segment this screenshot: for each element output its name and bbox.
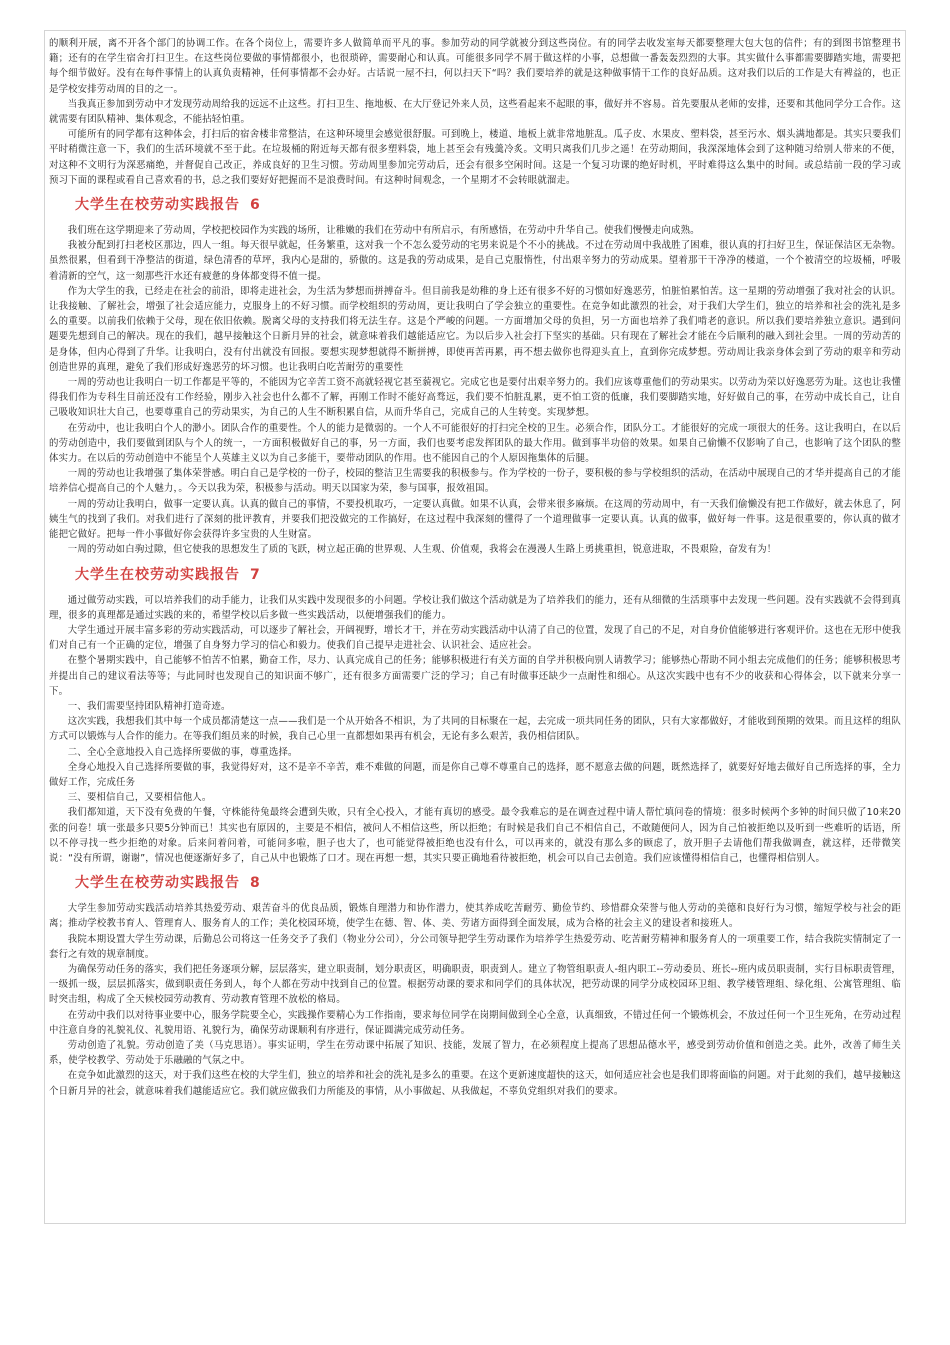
paragraph: 一周的劳动如白驹过隙，但它使我的思想发生了质的飞跃，树立起正确的世界观、人生观、价值观，我将会在漫漫人生路上勇挑重担，锐意进取，不畏艰险，奋发有为！ [67, 544, 777, 556]
section-title: 大学生在校劳动实践报告 [75, 566, 240, 583]
section-number: 6 [250, 197, 261, 214]
paragraph: 我院本期设置大学生劳动课，后勤总公司将这一任务交予了我们（物业分公司），分公司领导把学生劳动课作为培养学生热爱劳动、吃苦耐劳精神和服务育人的一项重要工作，结合我院实情制定了一套行之有效的规章制度。 [49, 933, 901, 960]
document-page [44, 30, 906, 1224]
paragraph: 我们班在这学期迎来了劳动周，学校把校园作为实践的场所，让稚嫩的我们在劳动中有所启示，有所感悟，在劳动中升华自己。使我们慢慢走向成熟。 [67, 225, 700, 237]
section-heading-7 [75, 566, 901, 584]
paragraph: 在整个暑期实践中，自己能够不怕苦不怕累，勤奋工作，尽力、认真完成自己的任务；能够积极进行有关方面的自学并积极向别人请教学习；能够热心帮助不同小组去完成他们的任务；能够积极思考并提出自己的建议看法等等；与此同时也发现自己的知识面不够广，还有很多方面需要广泛的学习；自己有时做事还缺少一点耐性和细心。从这次实践中也有不少的收获和心得体会，以下就来分享一下。 [49, 655, 901, 697]
paragraph: 当我真正参加到劳动中才发现劳动周给我的远远不止这些。打扫卫生、拖地板、在大厅登记外来人员，这些看起来不起眼的事，做好并不容易。首先要服从老师的安排，还要和其他同学分工合作。这就需要有团队精神、集体观念，不能拈轻怕重。 [49, 98, 901, 126]
paragraph: 三、要相信自己，又要相信他人。 [67, 792, 212, 804]
section-heading-6 [75, 196, 901, 214]
paragraph: 二、全心全意地投入自己选择所要做的事，尊重选择。 [67, 746, 298, 758]
section-title: 大学生在校劳动实践报告 [75, 197, 240, 214]
paragraph: 在竞争如此激烈的这天，对于我们这些在校的大学生们，独立的培养和社会的洗礼是多么的重要。在这个更新速度超快的这天，如何适应社会也是我们即将面临的问题。对于此刻的我们，越早接触这个日新月异的社会，就意味着我们越能适应它。我们就应做我们力所能及的事情，从小事做起、从我做起，不辜负党组织对我们的要求。 [49, 1070, 901, 1097]
section-heading-8 [75, 874, 901, 892]
paragraph: 大学生通过开展丰富多彩的劳动实践活动，可以逐步了解社会，开阔视野，增长才干，并在劳动实践活动中认清了自己的位置，发现了自己的不足，对自身价值能够进行客观评价。这也在无形中使我们对自己有一个正确的定位，增强了自身努力学习的信心和毅力。使我们自己提早走进社会、认识社会、适应社会。 [49, 624, 901, 652]
paragraph: 劳动创造了礼貌。劳动创造了美（马克思语）。事实证明，学生在劳动课中拓展了知识、技能，发展了智力，在必须程度上提高了思想品德水平，感受到劳动价值和创造之美。此外，改善了师生关系，使学校教学、劳动处于乐融融的气氛之中。 [49, 1039, 901, 1067]
section-number: 7 [250, 566, 261, 583]
paragraph: 全身心地投入自己选择所要做的事，我觉得好对，这不是辛不辛苦，难不难做的问题，而是你自己尊不尊重自己的选择，愿不愿意去做的问题，既然选择了，就要好好地去做好自己所选择的事，全力做好工作，完成任务 [49, 761, 901, 788]
paragraph: 我被分配到打扫老校区那边，四人一组。每天很早就起，任务繁重，这对我一个不怎么爱劳动的宅男来说是个不小的挑战。不过在劳动周中我战胜了困难，很认真的打扫好卫生，保证保洁区无杂物。虽然很累，但看到干净整洁的街道，绿色清香的草坪，我内心是甜的，骄傲的。这是我的劳动成果，是自己克服惰性，付出艰辛努力的劳动成果。望着那干干净净的楼道，一个个被清空的垃圾桶，呼吸着清新的空气，这一刻那些汗水还有疲惫的身体都变得不值一提。 [49, 240, 901, 282]
document-content [45, 31, 905, 1099]
paragraph: 为确保劳动任务的落实，我们把任务逐项分解，层层落实，建立职责制，划分职责区，明确职责，职责到人。建立了物管组职责人-组内职工--劳动委员、班长--班内成员职责制，实行目标职责管理，一级抓一级，层层抓落实，做到职责任务到人，每个人都在劳动中找到自己的位置。根据劳动课的要求和同学们的具体状况，把劳动课的同学分成校园环卫组、教学楼管理组、绿化组、公寓管理组、临时突击组，构成了全天候校园劳动教育、劳动教育管理不放松的格局。 [49, 963, 902, 1006]
section-number: 8 [250, 875, 261, 892]
paragraph: 这次实践，我想我们其中每一个成员都清楚这一点——我们是一个从开始各不相识，为了共同的目标聚在一起，去完成一项共同任务的团队，只有大家都做好，才能收到预期的效果。而且这样的组队方式可以锻炼与人合作的能力。在等我们组员来的时候，我自己心里一直都想如果再有机会，无论有多么艰苦，我仍相信团队。 [49, 716, 901, 743]
paragraph: 我们都知道，天下没有免费的午餐，守株能待兔最终会遭到失败，只有全心投入，才能有真切的感受。最令我难忘的是在调查过程中请人帮忙填问卷的情境：很多时候两个多钟的时间只做了10来20张的问卷！填一张最多只要5分钟而已！其实也有原因的，主要是不相信，被问人不相信这些，所以拒绝；有时候是我们自己不相信自己，不敢随便问人，因为自己怕被拒绝以及听到一些难听的话语，所以不停寻找一些少拒绝的对象。后来问着问着，可能问多啦，胆子也大了，也可能觉得被拒绝也没有什么，可以再来的，就没有那么多的顾虑了，放开胆子去请他们帮我做调查，就这样，还带微笑说：“没有所谓，谢谢”，情况也便逐渐好多了，自己从中也锻炼了口才。现在再想一想，其实只要正确地看待被拒绝，机会可以自己去创造。我们应该懂得相信自己，也懂得相信别人。 [49, 807, 901, 864]
paragraph: 在劳动中，也让我明白个人的渺小。团队合作的重要性。个人的能力是微弱的。一个人不可能很好的打扫完全校的卫生。必须合作，团队分工。才能很好的完成一项很大的任务。这让我明白，在以后的劳动创造中，我们要做到团队与个人的统一，一方面积极做好自己的事，另一方面，我们也要考虑发挥团队的最大作用。做到事半功倍的效果。如果自己偷懒不仅影响了自己，也影响了这个团队的整体实力。在以后的劳动创造中不能呈个人英雄主义以为自己多能干，要带动团队的作用。也不能因自己的个人原因拖集体的后腿。 [49, 422, 901, 465]
paragraph: 一、我们需要坚持团队精神打造奇迹。 [67, 700, 231, 712]
paragraph: 大学生参加劳动实践活动培养其热爱劳动、艰苦奋斗的优良品质，锻炼自理潜力和协作潜力，使其养成吃苦耐劳、勤俭节约、珍惜群众荣誉与他人劳动的美德和良好行为习惯，缩短学校与社会的距离；推动学校教书育人、管理育人、服务育人的工作；美化校园环境，使学生在德、智、体、美、劳诸方面得到全面发展，成为合格的社会主义的建设者和接班人。 [49, 903, 901, 930]
paragraph: 通过做劳动实践，可以培养我们的动手能力，让我们从实践中发现很多的小问题。学校让我们做这个活动就是为了培养我们的能力，还有从细微的生活琐事中去发现一些问题。没有实践就不会得到真理，很多的真理都是通过实践的来的，希望学校以后多做一些实践活动，以便增强我们的能力。 [49, 594, 901, 621]
paragraph: 作为大学生的我，已经走在社会的前沿，即将走进社会，为生活为梦想而拼搏奋斗。但目前我是幼稚的身上还有很多不好的习惯如好逸恶劳，怕脏怕累怕苦。这一星期的劳动增强了我对社会的认识。让我接触、了解社会，增强了社会适应能力，克服身上的不好习惯。而学校组织的劳动周，更让我明白了学会独立的重要性。在竞争如此激烈的社会，对于我们大学生们，独立的培养和社会的洗礼是多么的重要。以前我们依赖于父母，现在依旧依赖。脱离父母的支持我们将无法生存。这是个严峻的问题。一方面增加父母的负担，另一方面也培养了我们啃老的意识。所以我们要培养独立意识。遇到问题要先想到自己的解决。现在的我们，越早接触这个日新月异的社会，就意味着我们越能适应它。为以后步入社会打下坚实的基础。只有现在了解社会才能在今后顺利的融入到社会里。一周的劳动苦的是身体，但内心得到了升华。让我明白，没有付出就没有回报。要想实现梦想就得不断拼搏，即使再苦再累，再不想去做你也得迎头直上，直到你完成梦想。劳动周让我亲身体会到了劳动的艰辛和劳动创造世界的真理，避免了我们形成好逸恶劳的坏习惯。也让我明白吃苦耐劳的重要性 [49, 285, 901, 373]
paragraph: 一周的劳动也让我增强了集体荣誉感。明白自己是学校的一份子，校园的整洁卫生需要我的积极参与。作为学校的一份子，要积极的参与学校组织的活动，在活动中展现自己的才华并提高自己的才能培养信心提高自己的个人魅力，。今天以我为荣，积极参与活动。明天以国家为荣，参与国事，报效祖国。 [49, 468, 901, 495]
paragraph: 的顺利开展，离不开各个部门的协调工作。在各个岗位上，需要许多人做简单而平凡的事。参加劳动的同学就被分到这些岗位。有的同学去收发室每天都要整理大包大包的信件；有的到图书馆整理书籍；还有的在学生宿舍打扫卫生。在这些岗位要做的事情都很小，也很琐碎，需要耐心和认真。可能很多同学不屑于做这样的小事，总想做一番轰轰烈烈的大事。其实做什么事都需要脚踏实地，需要把每个细节做好。没有在每件事情上的认真负责精神，任何事情都不会办好。古话说一屋不扫，何以扫天下“吗？我们要培养的就是这种做事情干工作的良好品质。这对我们以后的工作是大有裨益的，也正是学校安排劳动周的目的之一。 [49, 38, 901, 95]
paragraph: 可能所有的同学都有这种体会，打扫后的宿舍楼非常整洁，在这种环境里会感觉很舒服。可到晚上，楼道、地板上就非常地脏乱。瓜子皮、水果皮、塑料袋，甚至污水、烟头满地都是。其实只要我们平时稍微注意一下，我们的生活环境就不至于此。在垃圾桶的附近每天都有很多塑料袋，地上甚至会有残羹冷炙。文明只离我们几步之遥！在劳动期间，我深深地体会到了这种随习给别人带来的不便，对这种不文明行为深恶痛绝，并督促自己改正，养成良好的卫生习惯。劳动周里参加完劳动后，还会有很多空闲时间。这是一个复习功课的绝好时机，平时难得这么集中的时间。或总结前一段的学习或预习下面的课程或看自己喜欢看的书，总之我们要好好把握而不是浪费时间。有这种时间观念，一个星期才不会转眼就溜走。 [49, 129, 901, 186]
paragraph: 在劳动中我们以对待事业要中心，服务学院要全心，实践操作要精心为工作指南，要求每位同学在岗期间做到全心全意，认真细致，不错过任何一个锻炼机会，不放过任何一个卫生死角，在劳动过程中注意自身的礼貌礼仪、礼貌用语、礼貌行为，确保劳动课顺利有序进行，保证圆满完成劳动任务。 [49, 1009, 901, 1036]
paragraph: 一周的劳动也让我明白一切工作都是平等的，不能因为它辛苦工资不高就轻视它甚至藐视它。完成它也是要付出艰辛努力的。我们应该尊重他们的劳动果实。以劳动为荣以好逸恶劳为耻。这也让我懂得我们作为专科生目前还没有工作经验，刚步入社会也什么都不了解，再刚工作时不能好高骛远，我们要不怕脏乱累，更不怕工资的低廉，我们要脚踏实地，好好做自己的事，在劳动中成长自己，让自己吸收知识壮大自己，也要尊重自己的劳动果实，为自己的人生不断积累自信，从而升华自己，完成自己的人生转变。实现梦想。 [49, 377, 901, 419]
section-title: 大学生在校劳动实践报告 [75, 875, 240, 892]
paragraph: 一周的劳动让我明白，做事一定要认真。认真的做自己的事情，不要投机取巧，一定要认真做。如果不认真，会带来很多麻烦。在这周的劳动周中，有一天我们偷懒没有把工作做好，就去休息了，阿姨生气的找到了我们。对我们进行了深刻的批评教育，并要我们把没做完的工作搞好，在这过程中我深刻的懂得了一个道理做事一定要认真。认真的做事，做好每一件事。这是很重要的，你认真的做才能把它做好。把每一件小事做好你会获得许多宝贵的人生财富。 [49, 498, 901, 541]
